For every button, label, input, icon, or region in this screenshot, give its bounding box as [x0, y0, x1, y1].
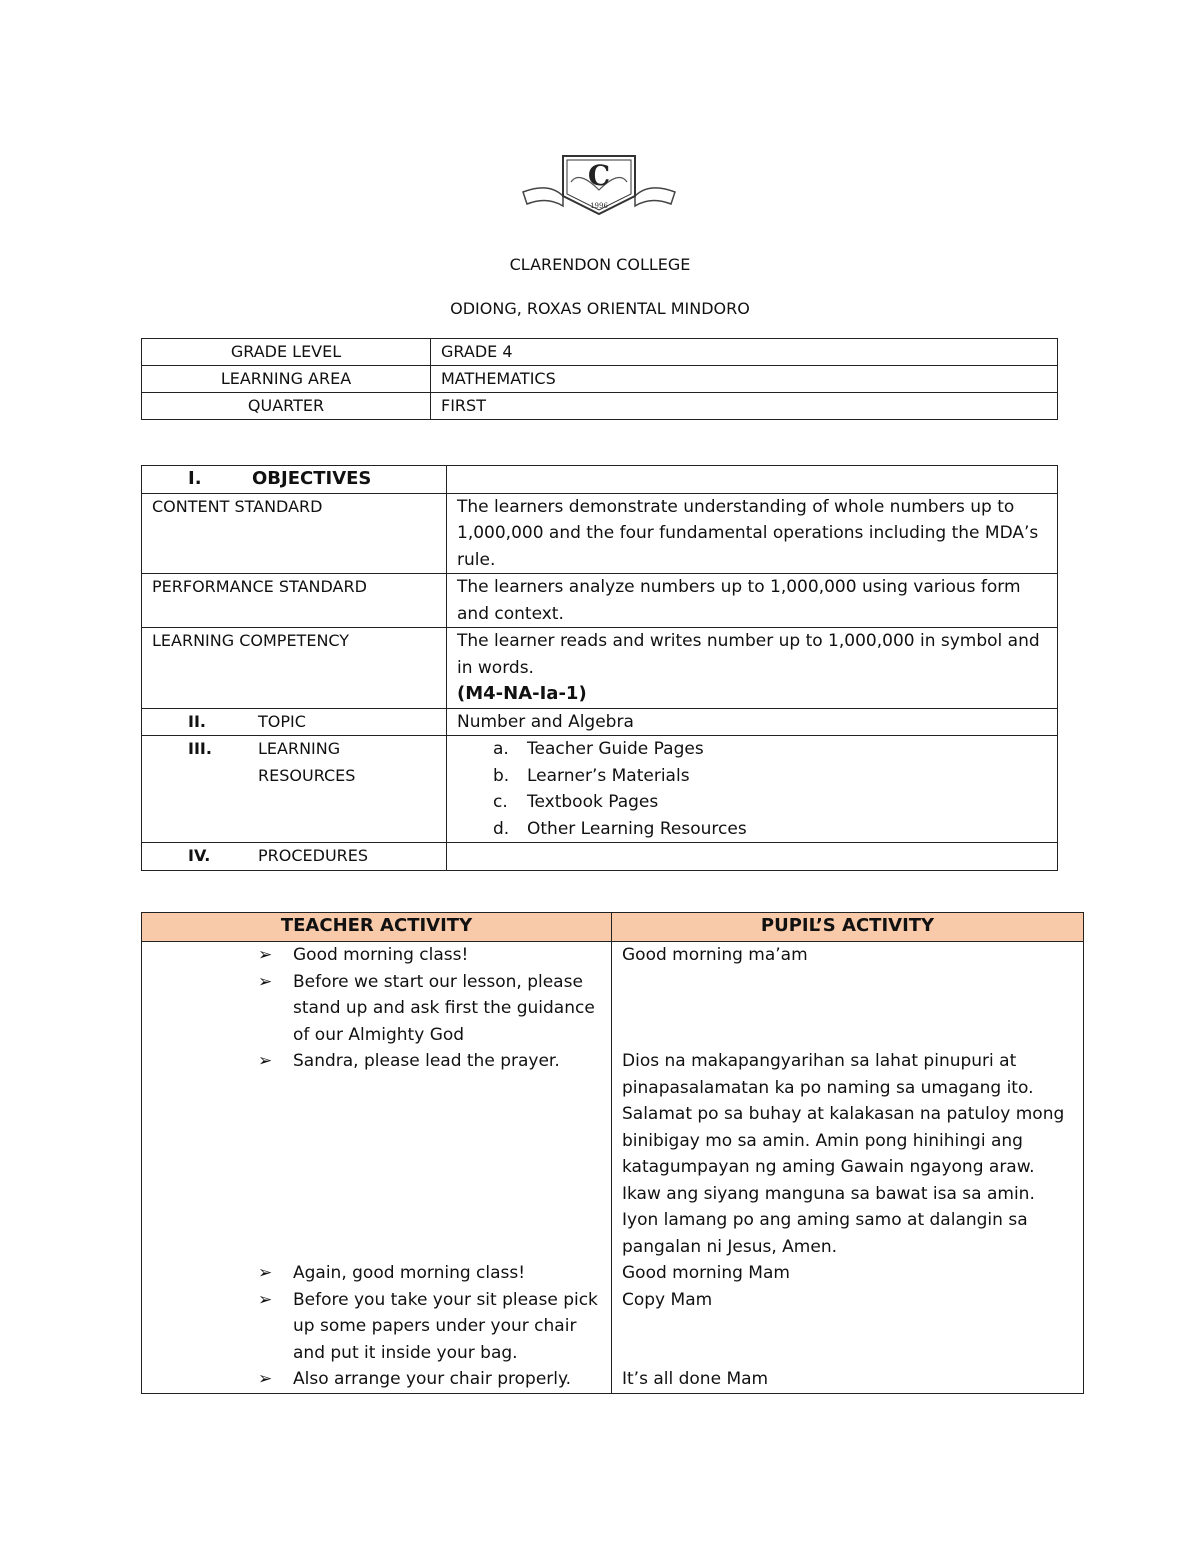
table-row: [142, 339, 1058, 366]
list-item: ➢ Before you take your sit please pick up some papers under your chair and put it inside your bag.: [152, 1287, 601, 1367]
school-name: CLARENDON COLLEGE: [509, 255, 691, 274]
pupil-activity-header: PUPIL’S ACTIVITY: [612, 913, 1084, 942]
arrow-bullet-icon: ➢: [258, 1051, 273, 1071]
list-item: ➢ Sandra, please lead the prayer.: [152, 1048, 601, 1260]
list-item: d. Other Learning Resources: [493, 818, 747, 839]
learning-area-value: MATHEMATICS: [431, 366, 1058, 393]
resources-label-cell: [142, 736, 447, 843]
list-item: ➢ Again, good morning class!: [152, 1260, 601, 1287]
quarter-value: FIRST: [431, 393, 1058, 420]
pupil-response-greeting: Good morning ma’am: [622, 945, 808, 965]
arrow-bullet-icon: ➢: [258, 945, 273, 965]
quarter-label: QUARTER: [142, 393, 431, 420]
grade-level-label: GRADE LEVEL: [142, 339, 431, 366]
pupil-activity-cell: [612, 942, 1084, 1394]
table-row: [142, 393, 1058, 420]
topic-label: TOPIC: [258, 711, 306, 731]
list-item: a. Teacher Guide Pages: [493, 739, 704, 759]
list-item: ➢ Good morning class!: [152, 942, 601, 969]
performance-standard-text: The learners analyze numbers up to 1,000,000 using various form and context.: [447, 574, 1058, 628]
svg-text:1996: 1996: [590, 202, 608, 210]
teacher-activity-cell: [142, 942, 612, 1394]
school-address: ODIONG, ROXAS ORIENTAL MINDORO: [450, 299, 750, 318]
resources-list-cell: [447, 736, 1058, 843]
table-row: [142, 493, 1058, 574]
list-item: ➢ Before we start our lesson, please stand up and ask first the guidance of our Almighty God: [152, 969, 601, 1049]
arrow-bullet-icon: ➢: [258, 1369, 273, 1389]
competency-code: (M4-NA-Ia-1): [457, 683, 587, 704]
school-logo: [519, 152, 679, 220]
learning-area-label: LEARNING AREA: [142, 366, 431, 393]
table-row: [142, 708, 1058, 736]
pupil-response-greeting-2: Good morning Mam: [622, 1263, 790, 1283]
procedures-label: PROCEDURES: [258, 846, 369, 865]
content-standard-label: CONTENT STANDARD: [142, 493, 447, 574]
table-header-row: [142, 913, 1084, 942]
table-row: [142, 843, 1058, 871]
topic-number: II.: [188, 711, 206, 731]
grade-level-value: GRADE 4: [431, 339, 1058, 366]
table-row: [142, 574, 1058, 628]
resources-list: [457, 736, 1047, 842]
pupil-response-copy: Copy Mam: [622, 1289, 713, 1310]
table-row: [142, 736, 1058, 843]
table-row: [142, 628, 1058, 709]
pupil-response-prayer: Dios na makapangyarihan sa lahat pinupuri at pinapasalamatan ka po naming sa umagang ito. Salamat po sa buhay at kalakasan na patuloy mong binibigay mo sa amin. Amin pong hinihingi ang katagumpayan ng aming Gawain ngayong araw. Ikaw ang siyang manguna sa bawat isa sa amin. Iyon lamang po ang aming samo at dalangin sa pangalan ni Jesus, Amen.: [622, 1051, 1065, 1257]
performance-standard-label: PERFORMANCE STANDARD: [142, 574, 447, 628]
resources-number: III.: [188, 739, 212, 758]
objectives-table: [141, 465, 1058, 871]
list-item: c. Textbook Pages: [493, 792, 659, 812]
learning-competency-label: LEARNING COMPETENCY: [142, 628, 447, 709]
procedures-blank: [447, 843, 1058, 871]
teacher-activity-header: TEACHER ACTIVITY: [142, 913, 612, 942]
list-item: b. Learner’s Materials: [493, 765, 690, 786]
lesson-info-table: [141, 338, 1058, 420]
table-row: [142, 942, 1084, 1394]
learning-competency-text: The learner reads and writes number up to 1,000,000 in symbol and in words.: [457, 631, 1040, 678]
objectives-heading: I. OBJECTIVES: [142, 466, 447, 494]
resources-label-line1: LEARNING: [258, 739, 341, 758]
content-standard-text: The learners demonstrate understanding of whole numbers up to 1,000,000 and the four fundamental operations including the MDA’s rule.: [447, 493, 1058, 574]
learning-competency-cell: [447, 628, 1058, 709]
pupil-response-done: It’s all done Mam: [622, 1368, 769, 1389]
arrow-bullet-icon: ➢: [258, 971, 273, 992]
procedures-label-cell: [142, 843, 447, 871]
activity-table: [141, 912, 1084, 1394]
arrow-bullet-icon: ➢: [258, 1263, 273, 1283]
topic-text: Number and Algebra: [447, 708, 1058, 736]
table-row: [142, 366, 1058, 393]
topic-label-cell: [142, 708, 447, 736]
arrow-bullet-icon: ➢: [258, 1289, 273, 1310]
teacher-activity-list: [152, 942, 601, 1393]
list-item: ➢ Also arrange your chair properly.: [152, 1366, 601, 1393]
resources-label-line2: RESOURCES: [258, 765, 356, 785]
table-row: [142, 466, 1058, 494]
procedures-number: IV.: [188, 846, 211, 865]
objectives-heading-blank: [447, 466, 1058, 494]
svg-text:C: C: [587, 159, 611, 192]
